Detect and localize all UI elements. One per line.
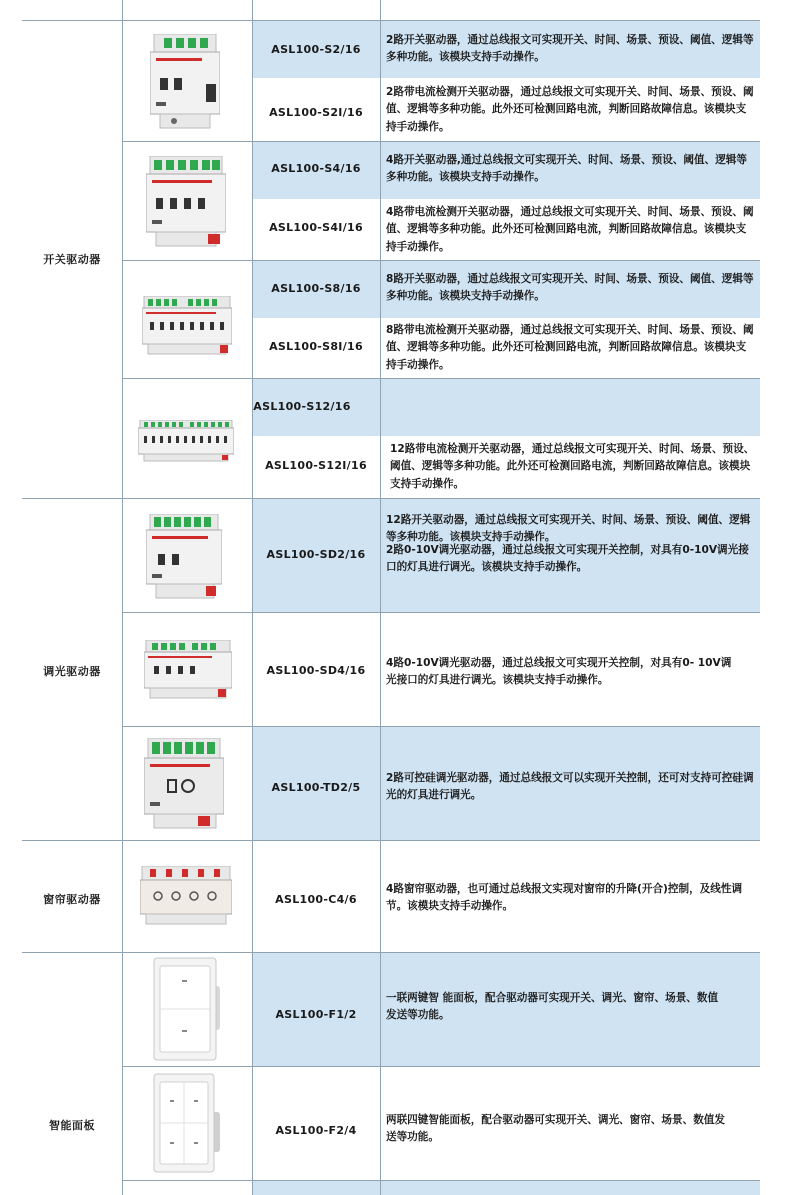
grid-line [122, 1066, 760, 1067]
description: 4路带电流检测开关驱动器，通过总线报文可实现开关、时间、场景、预设、阈值、逻辑等多种功能。此外还可检测回路电流，判断回路故障信息。该模块支持手动操作。 [386, 206, 754, 253]
product-image-c4 [140, 866, 232, 926]
model-name: ASL100-S2/16 [271, 43, 361, 56]
description: 2路开关驱动器，通过总线报文可实现开关、时间、场景、预设、阈值、逻辑等多种功能。该模块支持手动操作。 [386, 34, 754, 64]
category-label: 窗帘驱动器 [43, 893, 101, 906]
grid-line [380, 0, 381, 1195]
product-image-sd2 [146, 514, 222, 600]
description: 8路开关驱动器，通过总线报文可实现开关、时间、场景、预设、阈值、逻辑等多种功能。该模块支持手动操作。 [386, 273, 754, 303]
grid-line [22, 498, 760, 499]
category-label: 智能面板 [49, 1119, 95, 1132]
product-image-s8 [142, 296, 232, 356]
model-name: ASL100-SD4/16 [266, 664, 366, 677]
grid-line [22, 20, 760, 21]
grid-line [22, 952, 760, 953]
model-name: ASL100-S4/16 [271, 162, 361, 175]
description: 8路带电流检测开关驱动器，通过总线报文可实现开关、时间、场景、预设、阈值、逻辑等多种功能。此外还可检测回路电流，判断回路故障信息。该模块支持手动操作。 [386, 324, 754, 371]
description: 2路带电流检测开关驱动器，通过总线报文可实现开关、时间、场景、预设、阈值、逻辑等多种功能。此外还可检测回路电流，判断回路故障信息。该模块支持手动操作。 [386, 86, 754, 133]
product-image-f1 [152, 956, 224, 1062]
grid-line [122, 260, 760, 261]
model-name: ASL100-TD2/5 [271, 781, 361, 794]
description: 12路开关驱动器，通过总线报文可实现开关、时间、场景、预设、阈值、逻辑等多种功能。该模块支持手动操作。 [386, 514, 751, 544]
model-name: ASL100-S12I/16 [265, 459, 367, 472]
model-name: ASL100-F2/4 [275, 1124, 357, 1137]
description: 一联两键智 能面板，配合驱动器可实现开关、调光、窗帘、场景、数值发送等功能。 [386, 992, 719, 1022]
product-image-sd4 [144, 640, 232, 700]
product-image-s12 [138, 420, 234, 462]
model-name: ASL100-F1/2 [275, 1008, 357, 1021]
category-label: 调光驱动器 [43, 665, 101, 678]
grid-line [122, 0, 123, 1195]
grid-line [122, 1180, 760, 1181]
grid-line [122, 726, 760, 727]
model-name: ASL100-S4I/16 [269, 221, 363, 234]
model-name: ASL100-SD2/16 [266, 548, 366, 561]
product-image-s2 [150, 34, 220, 130]
row-band [252, 1180, 760, 1195]
model-name: ASL100-S12/16 [253, 400, 351, 413]
grid-line [122, 612, 760, 613]
description: 两联四键智能面板，配合驱动器可实现开关、调光、窗帘、场景、数值发送等功能。 [386, 1114, 725, 1144]
product-image-s4 [146, 156, 226, 248]
description: 2路0-10V调光驱动器，通过总线报文可实现开关控制，对具有0-10V调光接口的灯具进行调光。该模块支持手动操作。 [386, 544, 749, 574]
category-label: 开关驱动器 [43, 253, 101, 266]
model-name: ASL100-S8/16 [271, 282, 361, 295]
grid-line [22, 840, 760, 841]
description: 4路0-10V调光驱动器，通过总线报文可实现开关控制，对具有0- 10V调光接口的灯具进行调光。该模块支持手动操作。 [386, 657, 732, 687]
model-name: ASL100-S2I/16 [269, 106, 363, 119]
model-name: ASL100-S8I/16 [269, 340, 363, 353]
grid-line [122, 141, 760, 142]
model-name: ASL100-C4/6 [275, 893, 357, 906]
description: 2路可控硅调光驱动器，通过总线报文可以实现开关控制，还可对支持可控硅调光的灯具进行调光。 [386, 772, 754, 802]
grid-line [122, 378, 760, 379]
product-image-f2 [152, 1072, 224, 1176]
description: 12路带电流检测开关驱动器，通过总线报文可实现开关、时间、场景、预设、阈值、逻辑等多种功能。此外还可检测回路电流，判断回路故障信息。该模块支持手动操作。 [390, 443, 755, 490]
description: 4路开关驱动器,通过总线报文可实现开关、时间、场景、预设、阈值、逻辑等多种功能。该模块支持手动操作。 [386, 154, 747, 184]
description: 4路窗帘驱动器，也可通过总线报文实现对窗帘的升降(开合)控制，及线性调节。该模块支持手动操作。 [386, 883, 743, 913]
product-image-td2 [144, 738, 224, 830]
